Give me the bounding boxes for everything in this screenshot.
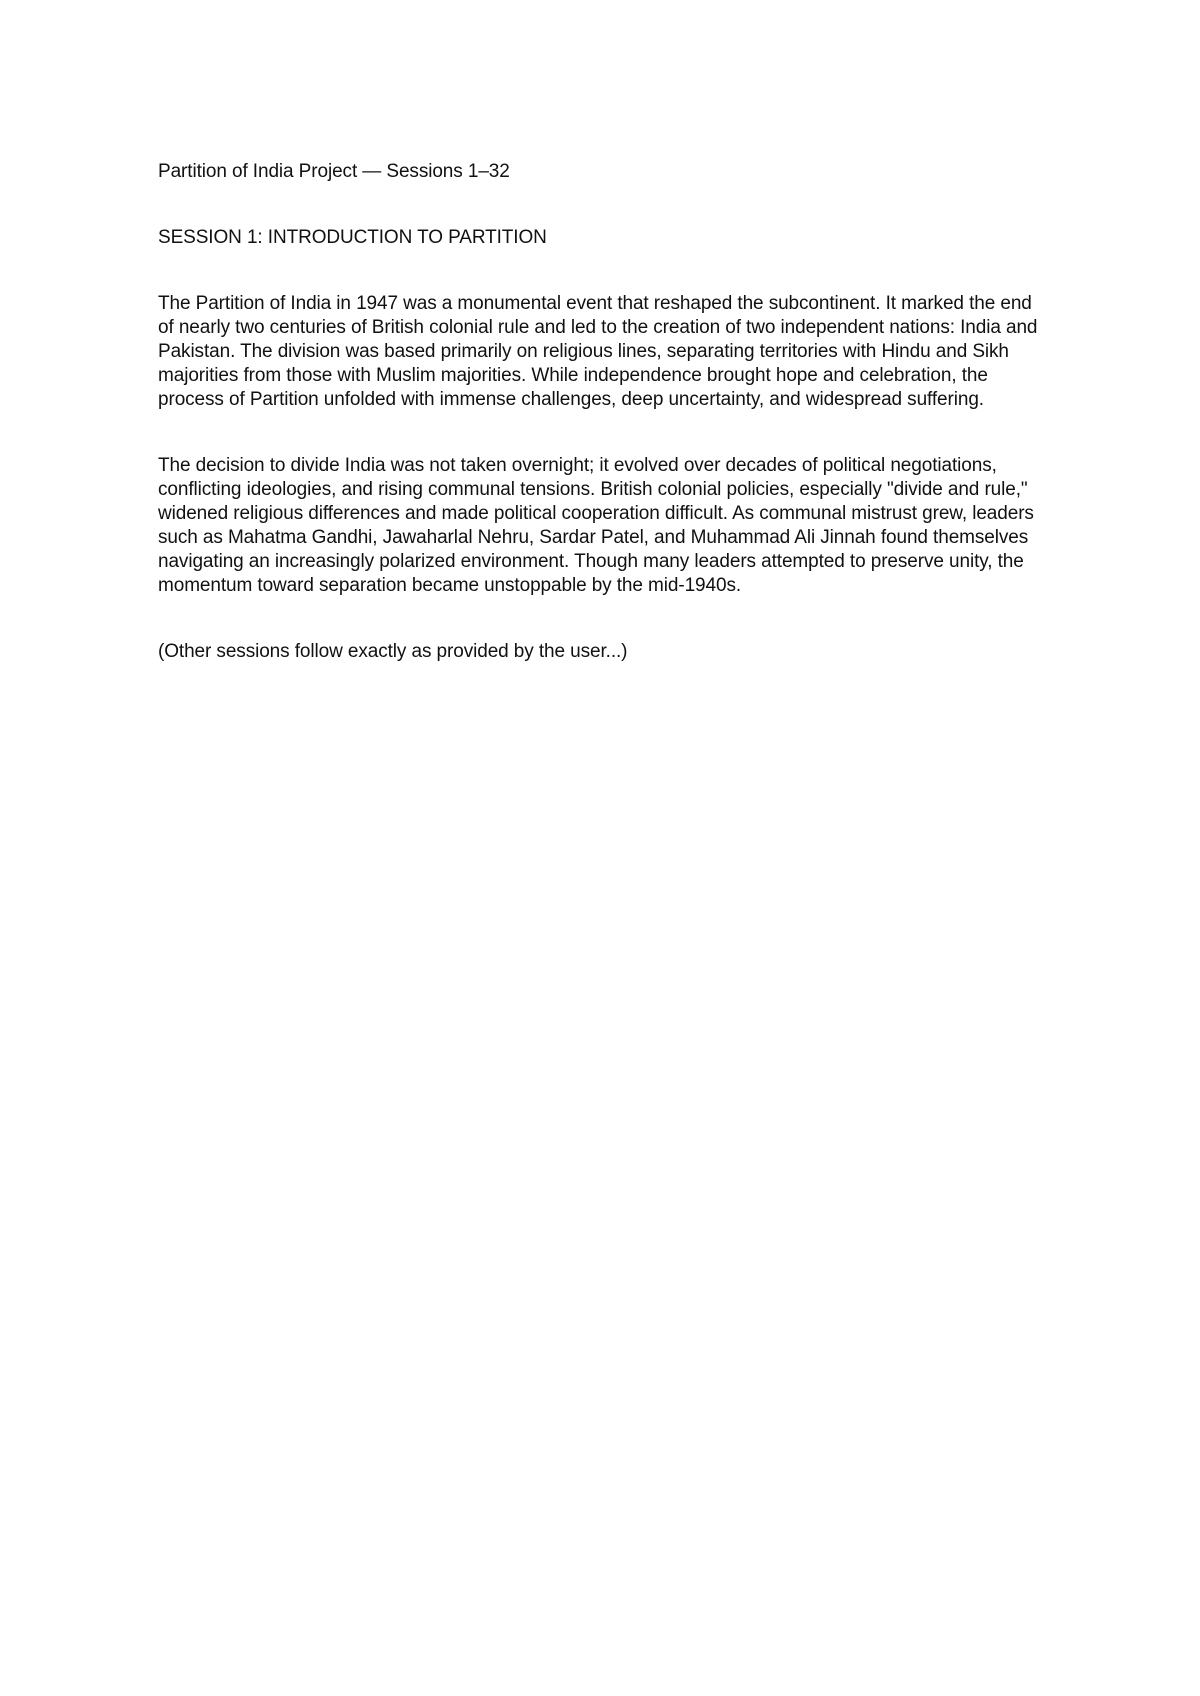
session-heading: SESSION 1: INTRODUCTION TO PARTITION: [158, 227, 547, 248]
document-body: [158, 160, 1038, 664]
paragraph: The Partition of India in 1947 was a monumental event that reshaped the subcontinent. It marked the end of nearly two centuries of British colonial rule and led to the creation of two independent nations: India and Pakistan. The division was based primarily on religious lines, separating territories with Hindu and Sikh majorities from those with Muslim majorities. While independence brought hope and celebration, the process of Partition unfolded with immense challenges, deep uncertainty, and widespread suffering.: [158, 293, 1038, 410]
paragraph: The decision to divide India was not taken overnight; it evolved over decades of political negotiations, conflicting ideologies, and rising communal tensions. British colonial policies, especially "divide and rule," widened religious differences and made political cooperation difficult. As communal mistrust grew, leaders such as Mahatma Gandhi, Jawaharlal Nehru, Sardar Patel, and Muhammad Ali Jinnah found themselves navigating an increasingly polarized environment. Though many leaders attempted to preserve unity, the momentum toward separation became unstoppable by the mid-1940s.: [158, 455, 1034, 596]
continuation-note: (Other sessions follow exactly as provided by the user...): [158, 641, 628, 662]
document-title: Partition of India Project — Sessions 1–32: [158, 161, 510, 182]
